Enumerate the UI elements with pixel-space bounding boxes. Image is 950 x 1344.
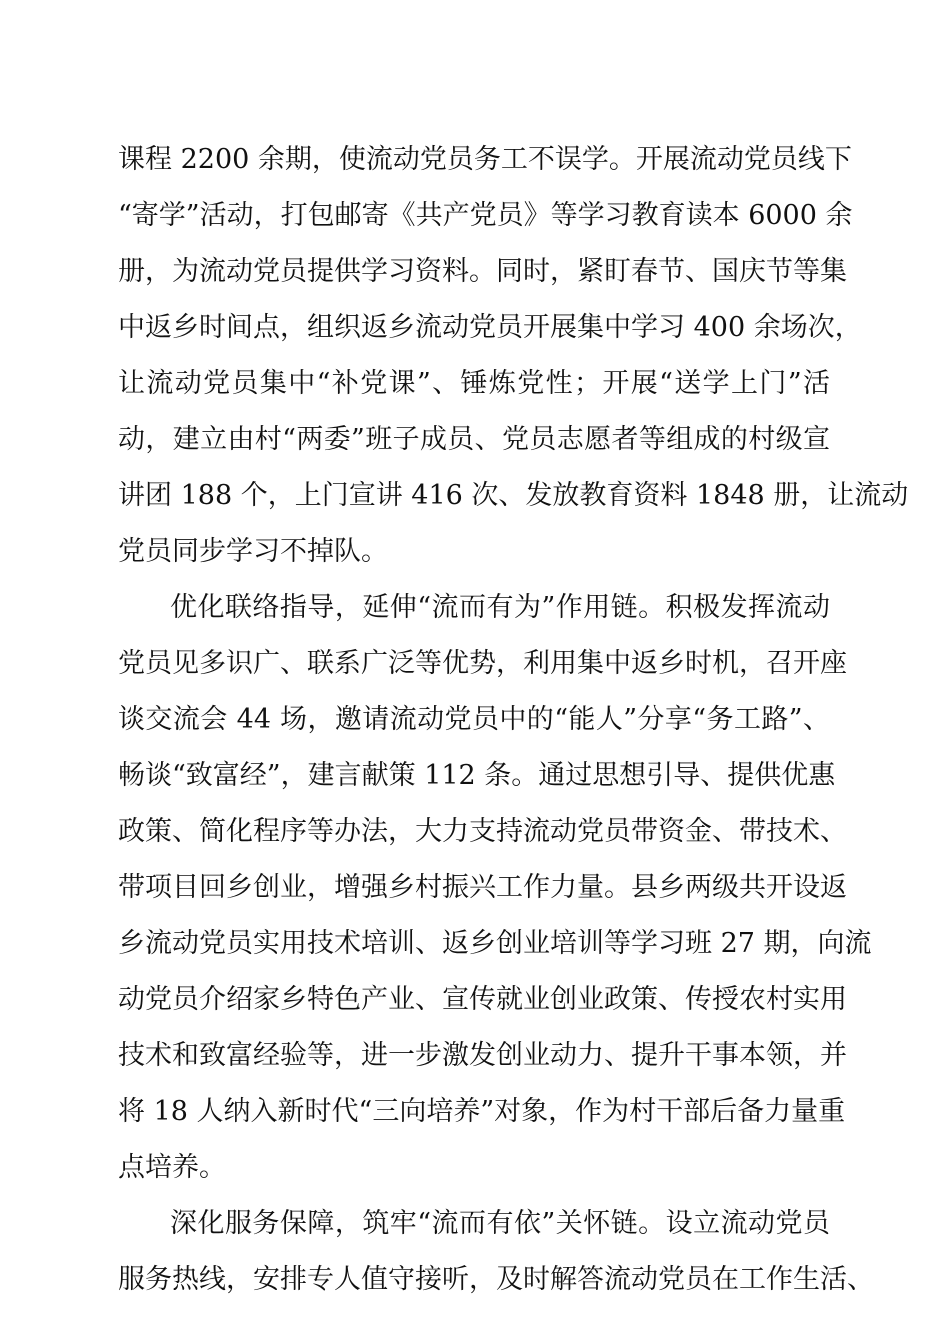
text-line: 政策、简化程序等办法，大力支持流动党员带资金、带技术、 (118, 816, 847, 847)
text-line: 带项目回乡创业，增强乡村振兴工作力量。县乡两级共开设返 (118, 872, 847, 903)
text-line: 让流动党员集中“补党课”、锤炼党性；开展“送学上门”活 (118, 368, 830, 399)
text-line: 服务热线，安排专人值守接听，及时解答流动党员在工作生活、 (118, 1264, 874, 1295)
text-line: 中返乡时间点，组织返乡流动党员开展集中学习 400 余场次， (118, 312, 862, 343)
text-line: 将 18 人纳入新时代“三向培养”对象，作为村干部后备力量重 (118, 1096, 846, 1127)
text-line: 册，为流动党员提供学习资料。同时，紧盯春节、国庆节等集 (118, 256, 847, 287)
text-line: 动，建立由村“两委”班子成员、党员志愿者等组成的村级宣 (118, 424, 830, 455)
text-line: 技术和致富经验等，进一步激发创业动力、提升干事本领，并 (118, 1040, 847, 1071)
text-line: 讲团 188 个，上门宣讲 416 次、发放教育资料 1848 册，让流动 (118, 480, 909, 511)
text-line: 党员见多识广、联系广泛等优势，利用集中返乡时机，召开座 (118, 648, 847, 679)
text-line: 动党员介绍家乡特色产业、宣传就业创业政策、传授农村实用 (118, 984, 847, 1015)
text-line: 乡流动党员实用技术培训、返乡创业培训等学习班 27 期，向流 (118, 928, 872, 959)
paragraph-first-line: 深化服务保障，筑牢“流而有依”关怀链。设立流动党员 (170, 1208, 830, 1239)
text-line: 畅谈“致富经”，建言献策 112 条。通过思想引导、提供优惠 (118, 760, 836, 791)
text-line: 谈交流会 44 场，邀请流动党员中的“能人”分享“务工路”、 (118, 704, 830, 735)
text-line: 点培养。 (118, 1152, 226, 1183)
text-line: 党员同步学习不掉队。 (118, 536, 388, 567)
text-line: 课程 2200 余期，使流动党员务工不误学。开展流动党员线下 (118, 144, 852, 175)
text-line: “寄学”活动，打包邮寄《共产党员》等学习教育读本 6000 余 (118, 200, 853, 231)
paragraph-first-line: 优化联络指导，延伸“流而有为”作用链。积极发挥流动 (170, 592, 830, 623)
